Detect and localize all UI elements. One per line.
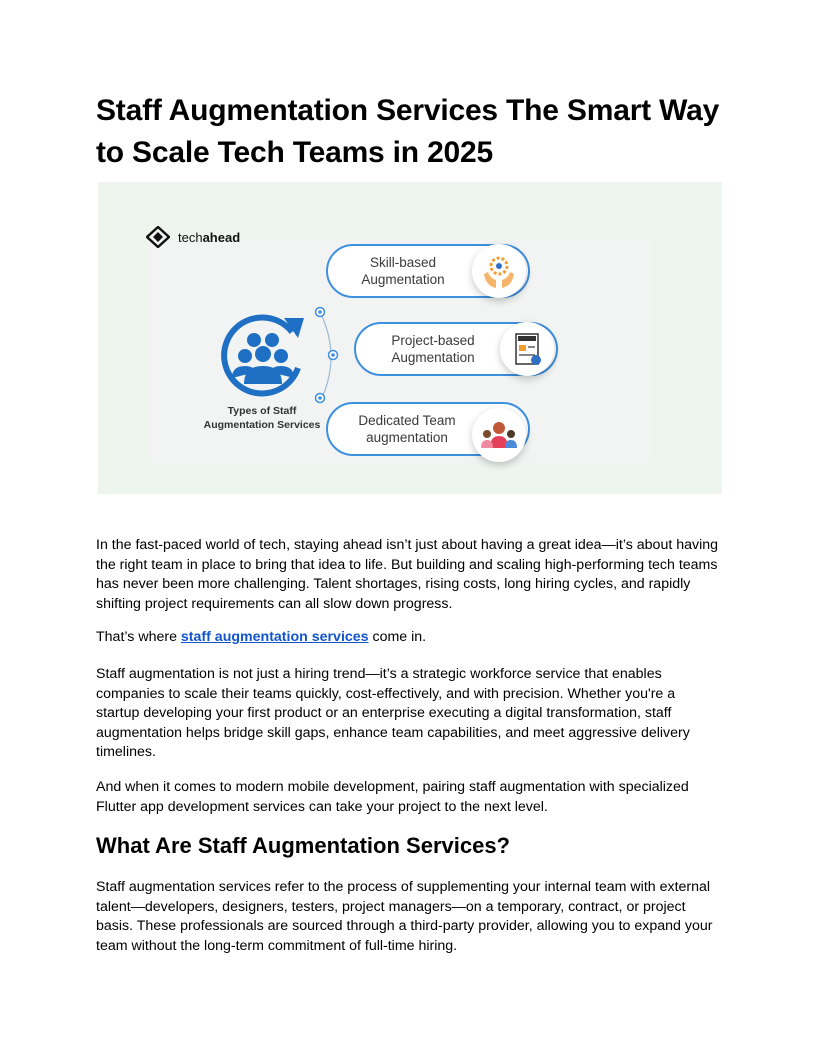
techahead-logo xyxy=(146,226,240,248)
project-document-icon xyxy=(500,322,554,376)
techahead-logo-icon xyxy=(146,226,170,248)
paragraph-link-after: come in. xyxy=(368,629,427,645)
paragraph-link-line xyxy=(96,628,722,648)
staff-augmentation-link[interactable]: staff augmentation services xyxy=(180,629,369,645)
type-label: Skill-based Augmentation xyxy=(361,255,445,287)
section-heading: What Are Staff Augmentation Services? xyxy=(96,833,510,858)
connector-arc xyxy=(308,302,348,412)
hero-image xyxy=(98,182,722,494)
page-title: Staff Augmentation Services The Smart Way to Scale Tech Teams in 2025 xyxy=(96,94,720,169)
hands-gear-icon xyxy=(472,244,526,298)
paragraph-definition: Staff augmentation services refer to the process of supplementing your internal team with external talent—developers, designers, testers, project managers—on a temporary, contract, or project basis. These professionals are sourced through a third-party provider, allowing you to expand your team without the long-term commitment of full-time hiring. xyxy=(96,879,713,954)
logo-text-prefix: tech xyxy=(178,229,203,245)
paragraph-intro: In the fast-paced world of tech, staying ahead isn’t just about having a great idea—it’s about having the right team in place to bring that idea to life. But building and scaling high-performing tech teams has never been more challenging. Talent shortages, rising costs, long hiring cycles, and rapidly shifting project requirements can all slow down progress. xyxy=(96,537,719,612)
paragraph-flutter: And when it comes to modern mobile development, pairing staff augmentation with specialized Flutter app development services can take your project to the next level. xyxy=(96,779,689,815)
types-label: Types of Staff Augmentation Services xyxy=(203,405,321,431)
logo-text-bold: ahead xyxy=(202,229,241,245)
type-label: Dedicated Team augmentation xyxy=(358,413,456,445)
paragraph-strategic: Staff augmentation is not just a hiring trend—it’s a strategic workforce service that enables companies to scale their teams quickly, cost-effectively, and with precision. Whether you're a startup developing your first product or an enterprise executing a digital transformation, staff augmentation helps bridge skill gaps, enhance team capabilities, and meet aggressive delivery timelines. xyxy=(96,666,690,760)
team-cycle-icon xyxy=(214,310,314,402)
paragraph-link-before: That’s where xyxy=(96,629,181,645)
team-people-icon xyxy=(472,408,526,462)
type-label: Project-based Augmentation xyxy=(391,333,475,365)
